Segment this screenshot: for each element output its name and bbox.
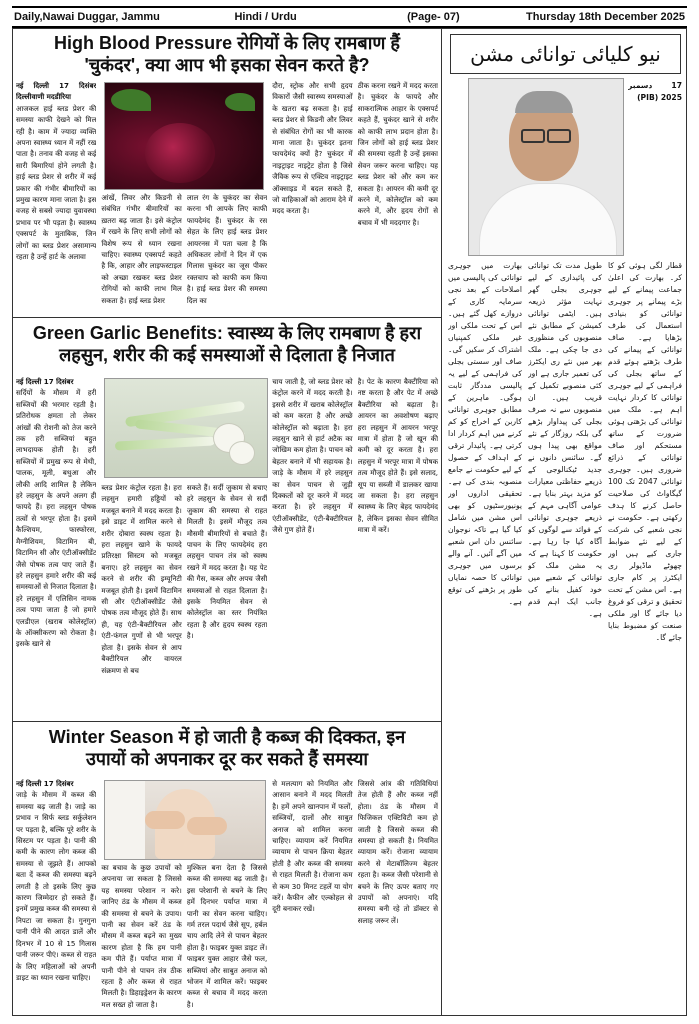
issue-date: Thursday 18th December 2025 bbox=[526, 11, 685, 23]
story-green-garlic bbox=[12, 318, 442, 722]
masthead bbox=[12, 6, 687, 28]
story-winter-constipation bbox=[12, 722, 442, 1016]
story-body: नई दिल्ली 17 दिसंबर दिल्लीवाणी मदडीरिया आजकल हाई ब्लड प्रेशर की समस्या काफी देखने को मिल रही है। काम में ज्यादा व्यक्ति अपना स्वास्थ्य ध्यान में नहीं रख पाता है। तनाव की वजह से कई सारी बिमारियां होने लगती है। हाई ब्लड प्रेशर से शरीर में कई प्रकार की गंभीर बीमारियों का प्रमुख कारण माना जाता है। इस वजह से सबसे ज्यादा युवावस्था प्रभाव पर भी पड़ता है। स्वास्थ्य एक्सपर्ट के मुताबिक, जिन लोगों का ब्लड प्रेशर असामान्य रहता है उन्हें हार्ट के अलावा आंखें, लिवर और किडनी से संबंधित गंभीर बीमारियों का ख़तरा बढ़ जाता है। इसे कंट्रोल में रखने के लिए सभी लोगों को विशेष रूप से ध्यान रखना चाहिए। स्वास्थ्य एक्सपर्ट कहते है कि, आहार और लाइफस्टाइल को अच्छा रखकर ब्लड प्रेशर रोगियों को काफी लाभ मिल सकता है। हाई ब्लड प्रेशर लाल रंग के चुकंदर का सेवन करना भी आपके लिए काफी फायदेमंद हैं। चुकंदर के रस सेहत के लिए हाई ब्लड प्रेशर आयरनस में पता चला है कि अधिकतर लोगों ने दिन में एक गिलास चुकंदर का जूस पीकर रक्तचाप को काफी कम किया है। हाई ब्लड प्रेशर की समस्या दिल का दौरा, स्ट्रोक और सभी हृदय विकारों जैसी स्वास्थ्य समस्याओं के खतरा बढ़ सकता है। हाई ब्लड प्रेशर से किडनी और लिवर से संबंधित रोगों का भी कारक माना जाता है। चुकंदर इतना फायदेमंद क्यों है? चुकंदर में नाइट्राइट नाइट्रेट होता है जिसे जैविक रूप से एक्टिव नाइट्राइट ऑक्साइड में बदल सकते हैं, जो वाहिकाओं को आराम देने में मदद करता है। ठीक करना रखने में मदद करता है। चुकंदर के फायदे और साकरात्मिक आहार के एक्सपर्ट कहते हैं, चुकंदर खाने से शरीर को काफी लाभ प्रदान होता है। जिन लोगों को हाई ब्लड प्रेशर की समस्या रहती है उन्हें इसका सेवन जरूर करना चाहिए। यह ब्लड प्रेशर को और कम कर सकता है। आयरन की कमी दूर करने में, कोलेस्ट्रॉल को कम करने में, और हृदय रोगों से बचाव में भी मददगार है। bbox=[16, 81, 439, 305]
story-headline: Winter Season में हो जाती है कब्ज की दिक्कत, इन उपायों को अपनाकर दूर कर सकते हैं समस्या bbox=[48, 727, 406, 769]
urdu-column bbox=[442, 28, 687, 1016]
story-beetroot bbox=[12, 28, 442, 318]
story-body: नई दिल्ली 17 दिसंबर जाड़े के मौसम में कब्ज की समस्या बढ़ जाती है। जाड़े का प्रभाव न सिर्फ ब्लड सर्कुलेशन पर पड़ता है, बल्कि पूरे शरीर के सिस्टम पर पड़ता है। पानी की कमी के कारण लोग कब्ज की समस्या से जूझते हैं। आपको बता दें कब्ज की समस्या बढ़ने लगती है तो इसके लिए कुछ कारण जिम्मेदार हो सकते हैं। इनमें प्रमुख कब्ज की समस्या से निपटा जा सकता है। गुनगुना पानी पीने की आदत डालें और दिनभर में 10 से 15 गिलास पानी जरूर पीएं। कब्ज से राहत के लिए महिलाओं को अपनी डाइट का ध्यान रखना चाहिए। का बचाव के कुछ उपायों को अपनाया जा सकता है जिससे यह समस्या परेशान न करे। जानिए ठंड के मौसम में कब्ज की समस्या से बचने के उपाय। पानी का सेवन करें ठंड के मौसम में कब्ज बढ़ने का मुख्य कारण होता है कि हम पानी कम पीते हैं। पर्याप्त मात्रा में पानी पीने से पाचन तंत्र ठीक रहता है और कब्ज से राहत मिलती है। डिहाइड्रेशन के कारण मल सख्त हो जाता है। मुश्किल बना देता है जिससे कब्ज की समस्या बढ़ जाती है। इस परेशानी से बचने के लिए हमें दिनभर पर्याप्त मात्रा में पानी का सेवन करना चाहिए। गर्म तरल पदार्थ जैसे सूप, हर्बल चाय आदि लेने से पाचन बेहतर होता है। फाइबर युक्त डाइट लें। फाइबर युक्त आहार जैसे फल, सब्जियां और साबुत अनाज को भोजन में शामिल करें। फाइबर कब्ज से बचाव में मदद करता है। से मलत्याग को नियमित और आसान बनाने में मदद मिलती है। हमें अपने खानपान में फलों, सब्जियों, दालों और साबुत अनाज को शामिल करना चाहिए। व्यायाम करें नियमित व्यायाम से पाचन क्रिया बेहतर होती है और कब्ज की समस्या से राहत मिलती है। रोजाना कम से कम 30 मिनट टहलें या योग करें। कैफीन और एल्कोहल से दूरी बनाकर रखें। जिससे आंत्र की गतिविधियां तेज होती हैं और कब्ज नहीं होता। ठंड के मौसम में फिजिकल एक्टिविटी कम हो जाती है जिससे कब्ज की समस्या हो सकती है। नियमित व्यायाम करें। रोजाना व्यायाम करने से मेटाबॉलिज्म बेहतर रहता है। कब्ज जैसी परेशानी से बचने के लिए ऊपर बताए गए उपायों को अपनाएं। यदि समस्या बनी रहे तो डॉक्टर से सलाह जरूर लें। bbox=[16, 779, 439, 1009]
story-headline: Green Garlic Benefits: स्वास्थ्य के लिए रामबाण है हरा लहसुन, शरीर की कई समस्याओं से दिलाता है निजात bbox=[32, 323, 422, 365]
story-body: नई दिल्ली 17 दिसंबर सर्दियों के मौसम में हरी सब्जियों की भरमार रहती है। प्रतिरोधक क्षमता तो लेकर आंखों की रोशनी को तेज करने तक हरी सब्जियां बहुत लाभदायक होती है। हरी सब्जियों में प्रमुख रूप से मेथी, पालक, मूली, बथुआ और लौकी आदि शामिल है लेकिन हरे लहसुन के अपने अलग ही फायदे हैं। हरा लहसुन पोषक तत्वों से भरपूर होता है। इसमें कैल्शियम, फास्फोरस, मैग्नीशियम, विटामिन बी, विटामिन सी और एंटीऑक्सीडेंट जैसे पोषक तत्व पाए जाते हैं। हरे लहसुन हमारे शरीर की कई समस्याओं से निजात दिलाता है। हरे लहसुन में एलिसिन नामक तत्व पाया जाता है जो हमारे एलडीएल (खराब कोलेस्ट्रॉल) के ऑक्सीकरण को रोकता है। इसके खाने से ब्लड प्रेशर कंट्रोल रहता है। हरा लहसुन हमारी हड्डियों को मजबूत बनाने में मदद करता है। इसे डाइट में शामिल करने से शरीर दोबारा स्वस्थ रहता है। हरा लहसुन खाने के फायदे प्रतिरक्षा सिस्टम को मजबूत बनाए। हरे लहसुन का सेवन करने से शरीर की इम्यूनिटी मजबूत होती है। इसमें विटामिन सी और एंटीऑक्सीडेंट जैसे पोषक तत्व मौजूद होते हैं। साथ ही, यह एंटी-बैक्टीरियल और एंटी-फंगल गुणों से भी भरपूर होता है। इसके सेवन से आप बैक्टीरियल और वायरल संक्रमण से बच सकते हैं। सर्दी जुकाम से बचाए हरे लहसुन के सेवन से सर्दी जुकाम की समस्या से राहत मिलती है। इसमें मौजूद तत्व मौसमी बीमारियों से बचाते हैं। पाचन के लिए फायदेमंद हरा लहसुन पाचन तंत्र को स्वस्थ रखने में मदद करता है। यह पेट की गैस, कब्ज और अपच जैसी समस्याओं से राहत दिलाता है। इसके नियमित सेवन से कोलेस्ट्रॉल का स्तर नियंत्रित रहता है और हृदय स्वस्थ रहता है। चाय जाती है, जो ब्लड प्रेशर को कंट्रोल करने में मदद करती है। इससे शरीर में खराब कोलेस्ट्रॉल को कम करता है और अच्छे कोलेस्ट्रॉल को बढ़ाता है। हरा लहसुन खाने से हार्ट अटैक का जोखिम कम होता है। पाचन को बेहतर बनाने में भी सहायक है। जाड़े के मौसम में हरे लहसुन का सेवन पाचन से जुड़ी दिक्कतों को दूर करने में मदद करता है। हरे लहसुन में एंटीऑक्सीडेंट, एंटी-बैक्टीरियल जैसे गुण होते हैं। है। पेट के कारण बैक्टीरिया को नष्ट करता है और पेट में अच्छे बैक्टीरिया को बढ़ाता है। आयरन का अवशोषण बढ़ाए हरा लहसुन में आयरन भरपूर मात्रा में होता है जो खून की कमी को दूर करता है। हरा लहसुन में भरपूर मात्रा में पोषक तत्व मौजूद होते हैं। इसे सलाद, सूप या सब्जी में डालकर खाया जा सकता है। हरा लहसुन स्वास्थ्य के लिए बेहद फायदेमंद है, लेकिन इसका सेवन सीमित मात्रा में करें। bbox=[16, 377, 439, 675]
language-label: Hindi / Urdu bbox=[234, 11, 297, 23]
paper-name: Daily,Nawai Duggar, Jammu bbox=[14, 11, 160, 23]
story-headline: High Blood Pressure रोगियों के लिए रामबाण हैं 'चुकंदर', क्या आप भी इसका सेवन करते है? bbox=[54, 33, 400, 75]
official-portrait bbox=[468, 78, 624, 256]
page-number: (Page- 07) bbox=[407, 11, 460, 23]
urdu-text-right-top: 17 دسمبر 2025 (PIB) bbox=[628, 81, 682, 102]
urdu-headline: نیو کلیائی توانائی مشن bbox=[450, 34, 681, 74]
urdu-text-middle: طویل مدت تک توانائی کی پائیداری کے لیے جوہری بجلی گھر نہایت مؤثر ذریعہ ہیں۔ ایٹمی توانائی کمیشن کے مطابق نئے منصوبوں کی منظوری دی جا چکی ہے۔ ملک بھر میں نئے ری ایکٹرز کی تعمیر جاری ہے اور کئی منصوبے تکمیل کے قریب ہیں۔ ان منصوبوں سے نہ صرف بجلی کی پیداوار بڑھے گی بلکہ روزگار کے نئے مواقع بھی پیدا ہوں گے۔ سائنس دانوں نے جدید ٹیکنالوجی کے ذریعے حفاظتی معیارات کو مزید بہتر بنایا ہے۔ عوامی آگاہی مہم کے ذریعے جوہری توانائی کے فوائد سے لوگوں کو آگاہ کیا جا رہا ہے۔ حکومت کا کہنا ہے کہ یہ مشن ملک کو توانائی کے شعبے میں خود کفیل بنانے کی جانب ایک اہم قدم ہے۔ bbox=[528, 261, 602, 618]
hindi-column bbox=[12, 28, 442, 1016]
urdu-text-right: قطار لگی ہوئی کو کا کر۔ بھارت کی اعلیٰ جماعت پیمانے کے لیے بڑے پیمانے پر جوہری توانائی کو بنیادی استعمال کی طرف بڑھایا ہے۔ صاف توانائی کے پیمانے کی طرف بڑھتے ہوئے قدم کے ساتھ بجلی کی فراہمی کے لیے جوہری توانائی کا کردار نہایت اہم ہے۔ ملک میں توانائی کی بڑھتی ہوئی ضرورت کے ساتھ مستحکم اور صاف توانائی کے ذرائع ضروری ہیں۔ جوہری توانائی 2047 تک 100 گیگاواٹ کی صلاحیت حاصل کرنے کا ہدف رکھتی ہے۔ حکومت نے نجی شعبے کی شرکت کے لیے نئے ضوابط جاری کیے ہیں اور چھوٹے ماڈیولر ری ایکٹرز پر کام جاری ہے۔ اس مشن کے تحت تحقیق و ترقی کو فروغ دیا جائے گا اور ملکی صنعت کو مضبوط بنایا جائے گا۔ bbox=[608, 261, 682, 642]
urdu-text-left: بھارت میں جوہری توانائی کی پالیسی میں اصلاحات کے بعد نجی سرمایہ کاری کے دروازے کھل گئے ہیں۔ اس کے تحت ملکی اور غیر ملکی کمپنیاں اشتراک کر سکیں گی۔ صاف اور سستی بجلی کی فراہمی کے لیے یہ پالیسی مددگار ثابت ہوگی۔ ماہرین کے مطابق جوہری توانائی کاربن کے اخراج کو کم کرنے میں اہم کردار ادا کرتی ہے۔ پائیدار ترقی کے اہداف کے حصول کے لیے حکومت نے جامع منصوبہ بندی کی ہے۔ تحقیقی اداروں اور یونیورسٹیوں کو بھی اس مشن میں شامل کیا گیا ہے تاکہ نوجوان سائنس دان اس شعبے میں آگے آئیں۔ آنے والے برسوں میں جوہری توانائی کا حصہ نمایاں طور پر بڑھنے کی توقع ہے۔ bbox=[448, 261, 522, 606]
